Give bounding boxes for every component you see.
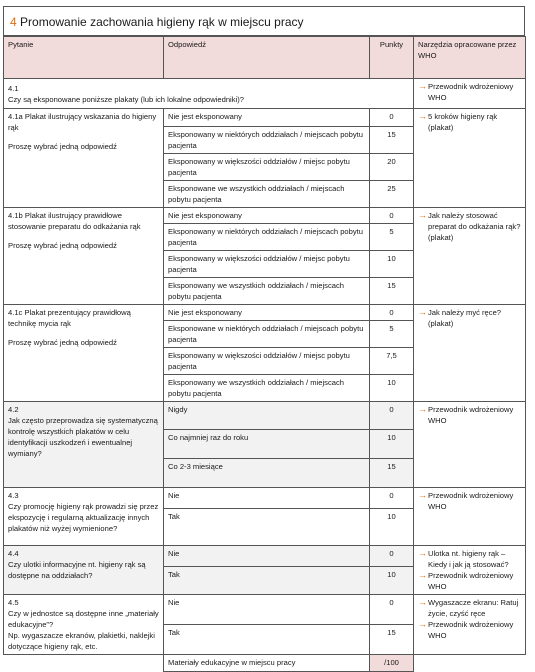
question-q41c: [4, 305, 164, 402]
tool-link[interactable]: 5 kroków higieny rąk (plakat): [428, 112, 498, 132]
answer-option[interactable]: Nie: [164, 488, 370, 509]
points-value: 0: [370, 488, 414, 509]
question-text: 4.1: [8, 83, 19, 93]
points-value: 7,5: [370, 348, 414, 375]
question-text: 4.1a Plakat ilustrujący wskazania do higieny rąk: [8, 112, 157, 132]
points-value: 10: [370, 251, 414, 278]
question-text: 4.1c Plakat prezentujący prawidłową technikę mycia rąk: [8, 308, 131, 328]
tool-link[interactable]: Przewodnik wdrożeniowy WHO: [428, 82, 514, 102]
points-value: 10: [370, 375, 414, 402]
question-text: Np. wygaszacze ekranów, plakietki, naklejki dotyczące higieny rąk, etc.: [8, 631, 155, 651]
answer-option[interactable]: Nie: [164, 595, 370, 625]
question-q42: [4, 402, 164, 488]
question-q44: [4, 546, 164, 595]
answer-option[interactable]: Co najmniej raz do roku: [164, 430, 370, 459]
tool-item: [418, 490, 521, 512]
tools-cell: [414, 546, 526, 595]
points-value: 5: [370, 224, 414, 251]
answer-option[interactable]: Co 2-3 miesiące: [164, 459, 370, 488]
tool-link[interactable]: Ulotka nt. higieny rąk – Kiedy i jak ją stosować?: [428, 549, 509, 569]
answer-option[interactable]: Eksponowany w niektórych oddziałach / miejscach pobytu pacjenta: [164, 127, 370, 154]
header-points: Punkty: [370, 37, 414, 79]
question-text: Jak często przeprowadza się systematyczną kontrolę wszystkich plakatów w celu identyfikacji uszkodzeń i ewentualnej wymiany?: [8, 416, 158, 458]
question-text: Czy ulotki informacyjne nt. higieny rąk są dostępne na oddziałach?: [8, 560, 146, 580]
points-value: 0: [370, 208, 414, 224]
option-row: [4, 109, 526, 127]
header-answer: Odpowiedź: [164, 37, 370, 79]
question-q41a: [4, 109, 164, 208]
answer-option[interactable]: Tak: [164, 625, 370, 655]
arrow-icon: →: [418, 81, 427, 91]
tool-item: [418, 404, 521, 426]
section-number: 4: [10, 15, 17, 29]
points-value: 15: [370, 127, 414, 154]
question-text: 4.4: [8, 549, 19, 558]
spacer: [8, 232, 159, 240]
tool-link[interactable]: Jak należy myć ręce? (plakat): [428, 308, 502, 328]
answer-option[interactable]: Nie jest eksponowany: [164, 305, 370, 321]
arrow-icon: →: [418, 548, 427, 558]
question-row-4-1: [4, 79, 526, 109]
points-value: 15: [370, 625, 414, 655]
tools-cell: [414, 305, 526, 402]
answer-option[interactable]: Tak: [164, 567, 370, 595]
tool-item: [418, 307, 521, 329]
total-label: Materiały edukacyjne w miejscu pracy: [164, 655, 370, 672]
option-row: [4, 305, 526, 321]
tools-cell: [414, 208, 526, 305]
assessment-table: [3, 36, 526, 672]
tool-item: [418, 570, 521, 592]
points-value: 10: [370, 509, 414, 546]
arrow-icon: →: [418, 111, 427, 121]
question-text: 4.1b Plakat ilustrujący prawidłowe stosowanie preparatu do odkażania rąk: [8, 211, 141, 231]
arrow-icon: →: [418, 404, 427, 414]
question-text: Czy promocję higieny rąk prowadzi się przez ekspozycję i regularną aktualizację innych plakatów niż wyżej wymienione?: [8, 502, 159, 533]
tool-item: [418, 111, 521, 133]
answer-option[interactable]: Eksponowany w niektórych oddziałach / miejscach pobytu pacjenta: [164, 224, 370, 251]
spacer: [8, 133, 159, 141]
points-value: 0: [370, 109, 414, 127]
answer-option[interactable]: Nie jest eksponowany: [164, 109, 370, 127]
arrow-icon: →: [418, 570, 427, 580]
tools-cell: [414, 595, 526, 655]
tool-link[interactable]: Jak należy stosować preparat do odkażania rąk? (plakat): [428, 211, 521, 242]
instruction-text: Proszę wybrać jedną odpowiedź: [8, 142, 117, 151]
spacer: [8, 329, 159, 337]
tool-link[interactable]: Przewodnik wdrożeniowy WHO: [428, 405, 514, 425]
points-value: 0: [370, 305, 414, 321]
arrow-icon: →: [418, 490, 427, 500]
tool-item: [418, 597, 521, 619]
tool-link[interactable]: Przewodnik wdrożeniowy WHO: [428, 620, 514, 640]
tools-cell: [414, 402, 526, 488]
points-value: 25: [370, 181, 414, 208]
tool-item: [418, 619, 521, 641]
question-text: 4.5: [8, 598, 19, 607]
header-tools: Narzędzia opracowane przez WHO: [414, 37, 526, 79]
option-row: [4, 546, 526, 567]
points-value: 15: [370, 459, 414, 488]
tool-link[interactable]: Przewodnik wdrożeniowy WHO: [428, 571, 514, 591]
tool-link[interactable]: Przewodnik wdrożeniowy WHO: [428, 491, 514, 511]
option-row: [4, 402, 526, 430]
answer-option[interactable]: Nie jest eksponowany: [164, 208, 370, 224]
section-title-text: Promowanie zachowania higieny rąk w miejscu pracy: [20, 15, 304, 29]
total-row: [4, 655, 526, 672]
answer-option[interactable]: Eksponowany w większości oddziałów / miejsc pobytu pacjenta: [164, 154, 370, 181]
question-text: 4.2: [8, 405, 19, 414]
question-q43: [4, 488, 164, 546]
question-4-1: [4, 79, 414, 109]
answer-option[interactable]: Eksponowane w niektórych oddziałach / miejscach pobytu pacjenta: [164, 321, 370, 348]
arrow-icon: →: [418, 619, 427, 629]
total-score[interactable]: /100: [370, 655, 414, 672]
answer-option[interactable]: Eksponowany w większości oddziałów / miejsc pobytu pacjenta: [164, 348, 370, 375]
answer-option[interactable]: Eksponowany we wszystkich oddziałach / miejscach pobytu pacjenta: [164, 278, 370, 305]
points-value: 10: [370, 567, 414, 595]
answer-option[interactable]: Eksponowany we wszystkich oddziałach / miejscach pobytu pacjenta: [164, 375, 370, 402]
answer-option[interactable]: Nigdy: [164, 402, 370, 430]
answer-option[interactable]: Eksponowany w większości oddziałów / miejsc pobytu pacjenta: [164, 251, 370, 278]
header-row: [4, 37, 526, 79]
answer-option[interactable]: Nie: [164, 546, 370, 567]
blank-cell: [4, 655, 164, 672]
question-text: Czy są eksponowane poniższe plakaty (lub ich lokalne odpowiedniki)?: [8, 94, 244, 104]
points-value: 15: [370, 278, 414, 305]
tools-cell: [414, 488, 526, 546]
points-value: 0: [370, 402, 414, 430]
tool-item: [418, 210, 521, 243]
arrow-icon: →: [418, 307, 427, 317]
option-row: [4, 208, 526, 224]
points-value: 20: [370, 154, 414, 181]
question-q45: [4, 595, 164, 655]
instruction-text: Proszę wybrać jedną odpowiedź: [8, 338, 117, 347]
question-text: 4.3: [8, 491, 19, 500]
question-text: Czy w jednostce są dostępne inne „materiały edukacyjne”?: [8, 609, 159, 629]
arrow-icon: →: [418, 597, 427, 607]
answer-option[interactable]: Tak: [164, 509, 370, 546]
arrow-icon: →: [418, 210, 427, 220]
points-value: 5: [370, 321, 414, 348]
tool-item: [418, 81, 521, 103]
tool-link[interactable]: Wygaszacze ekranu: Ratuj życie, czyść ręce: [428, 598, 519, 618]
blank-cell: [414, 655, 526, 672]
option-row: [4, 595, 526, 625]
tools-cell: [414, 109, 526, 208]
section-title: [3, 6, 525, 36]
points-value: 10: [370, 430, 414, 459]
instruction-text: Proszę wybrać jedną odpowiedź: [8, 241, 117, 250]
answer-option[interactable]: Eksponowane we wszystkich oddziałach / miejscach pobytu pacjenta: [164, 181, 370, 208]
question-q41b: [4, 208, 164, 305]
points-value: 0: [370, 595, 414, 625]
option-row: [4, 488, 526, 509]
tool-item: [418, 548, 521, 570]
header-question: Pytanie: [4, 37, 164, 79]
points-value: 0: [370, 546, 414, 567]
tools-cell: [414, 79, 526, 109]
